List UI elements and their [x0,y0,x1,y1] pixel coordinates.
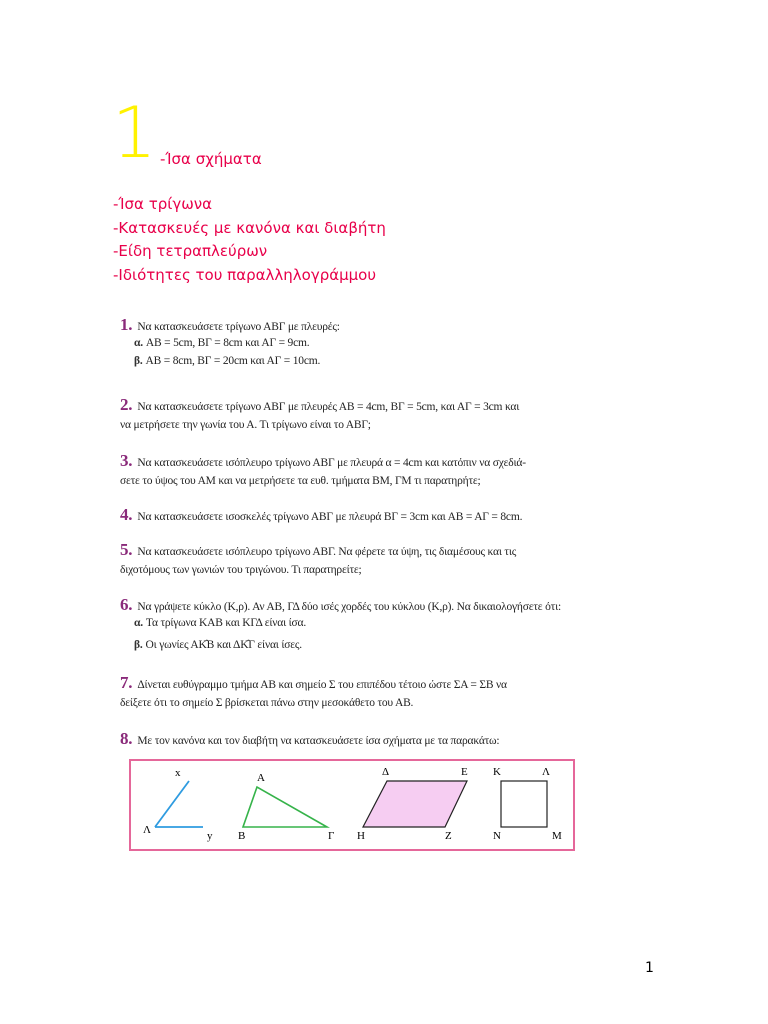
exercise-2 [120,396,519,434]
para-label-bottom-left: Η [357,830,365,842]
sub-text: ΑΒ = 8cm, ΒΓ = 20cm και ΑΓ = 10cm. [145,355,321,367]
exercise-text: να μετρήσετε την γωνία του Α. Τι τρίγωνο είναι το ΑΒΓ; [120,419,371,431]
exercise-number: 8. [120,729,133,748]
exercise-text: διχοτόμους των γωνιών του τριγώνου. Τι παρατηρείτε; [120,564,362,576]
chapter-number: 1 [112,92,157,174]
exercise-text: σετε το ύψος του ΑΜ και να μετρήσετε τα ευθ. τμήματα ΒΜ, ΓΜ τι παρατηρήτε; [120,475,481,487]
page-number: 1 [645,960,654,976]
parallelogram-shape [363,781,467,827]
triangle-label-top: Α [257,772,265,784]
sub-text: ΑΒ = 5cm, ΒΓ = 8cm και ΑΓ = 9cm. [145,337,310,349]
exercise-text: Να κατασκευάσετε ισόπλευρο τρίγωνο ΑΒΓ. Να φέρετε τα ύψη, τις διαμέσους και τις [137,546,517,558]
triangle-label-right: Γ [328,830,335,842]
exercise-text: Να κατασκευάσετε ισόπλευρο τρίγωνο ΑΒΓ με πλευρά α = 4cm και κατόπιν να σχεδιά- [137,457,526,469]
exercise-number: 6. [120,595,133,614]
exercise-6 [120,596,561,654]
figure-panel [129,759,575,851]
square-shape [501,781,547,827]
angle-label-x: x [175,767,181,779]
triangle-shape [243,787,327,827]
topic-list [113,193,386,287]
exercise-5 [120,541,516,579]
angle-ray-x [155,781,189,827]
exercise-number: 5. [120,540,133,559]
topic-item: -Ίσα τρίγωνα [113,195,213,213]
exercise-1 [120,316,340,370]
square-label-top-left: Κ [493,766,501,778]
sub-label: α. [134,337,143,349]
exercise-text: Να κατασκευάσετε τρίγωνο ΑΒΓ με πλευρές: [137,321,340,333]
exercise-4 [120,506,522,526]
exercise-text: Να γράψετε κύκλο (Κ,ρ). Αν ΑΒ, ΓΔ δύο ισές χορδές του κύκλου (Κ,ρ). Να δικαιολογήσετε ότι: [137,601,561,613]
exercise-text: Με τον κανόνα και τον διαβήτη να κατασκευάσετε ίσα σχήματα με τα παρακάτω: [137,735,500,747]
exercise-7 [120,674,507,712]
exercise-number: 1. [120,315,133,334]
figure-shapes [131,761,573,849]
topic-item: -Ιδιότητες του παραλληλογράμμου [113,265,377,284]
exercise-number: 3. [120,451,133,470]
exercise-text: Δίνεται ευθύγραμμο τμήμα ΑΒ και σημείο Σ του επιπέδου τέτοιο ώστε ΣΑ = ΣΒ να [137,679,507,691]
angle-label-vertex: Λ [143,824,151,836]
exercise-3 [120,452,526,490]
topic-item: -Κατασκευές με κανόνα και διαβήτη [113,218,386,237]
exercise-number: 2. [120,395,133,414]
square-label-bottom-right: Μ [552,830,562,842]
page-title: -Ίσα σχήματα [160,150,262,168]
para-label-top-right: Ε [461,766,468,778]
exercise-text: Να κατασκευάσετε τρίγωνο ΑΒΓ με πλευρές ΑΒ = 4cm, ΒΓ = 5cm, και ΑΓ = 3cm και [137,401,520,413]
topic-item: -Είδη τετραπλεύρων [113,242,268,260]
exercise-text: δείξετε ότι το σημείο Σ βρίσκεται πάνω στην μεσοκάθετο του ΑΒ. [120,697,414,709]
angle-label-y: y [207,830,213,842]
para-label-bottom-right: Ζ [445,830,452,842]
square-label-top-right: Λ [542,766,550,778]
sub-text: Τα τρίγωνα ΚΑΒ και ΚΓΔ είναι ίσα. [145,617,307,629]
sub-text: Οι γωνίες ΑΚ̂Β και ΔΚ̂Γ είναι ίσες. [145,639,302,651]
sub-label: β. [134,639,143,651]
triangle-label-left: Β [238,830,246,842]
square-label-bottom-left: Ν [493,830,501,842]
exercise-number: 4. [120,505,133,524]
sub-label: β. [134,355,143,367]
exercise-8 [120,730,499,750]
exercise-text: Να κατασκευάσετε ισοσκελές τρίγωνο ΑΒΓ με πλευρά ΒΓ = 3cm και ΑΒ = ΑΓ = 8cm. [137,511,523,523]
exercise-number: 7. [120,673,133,692]
sub-label: α. [134,617,143,629]
para-label-top-left: Δ [382,766,390,778]
